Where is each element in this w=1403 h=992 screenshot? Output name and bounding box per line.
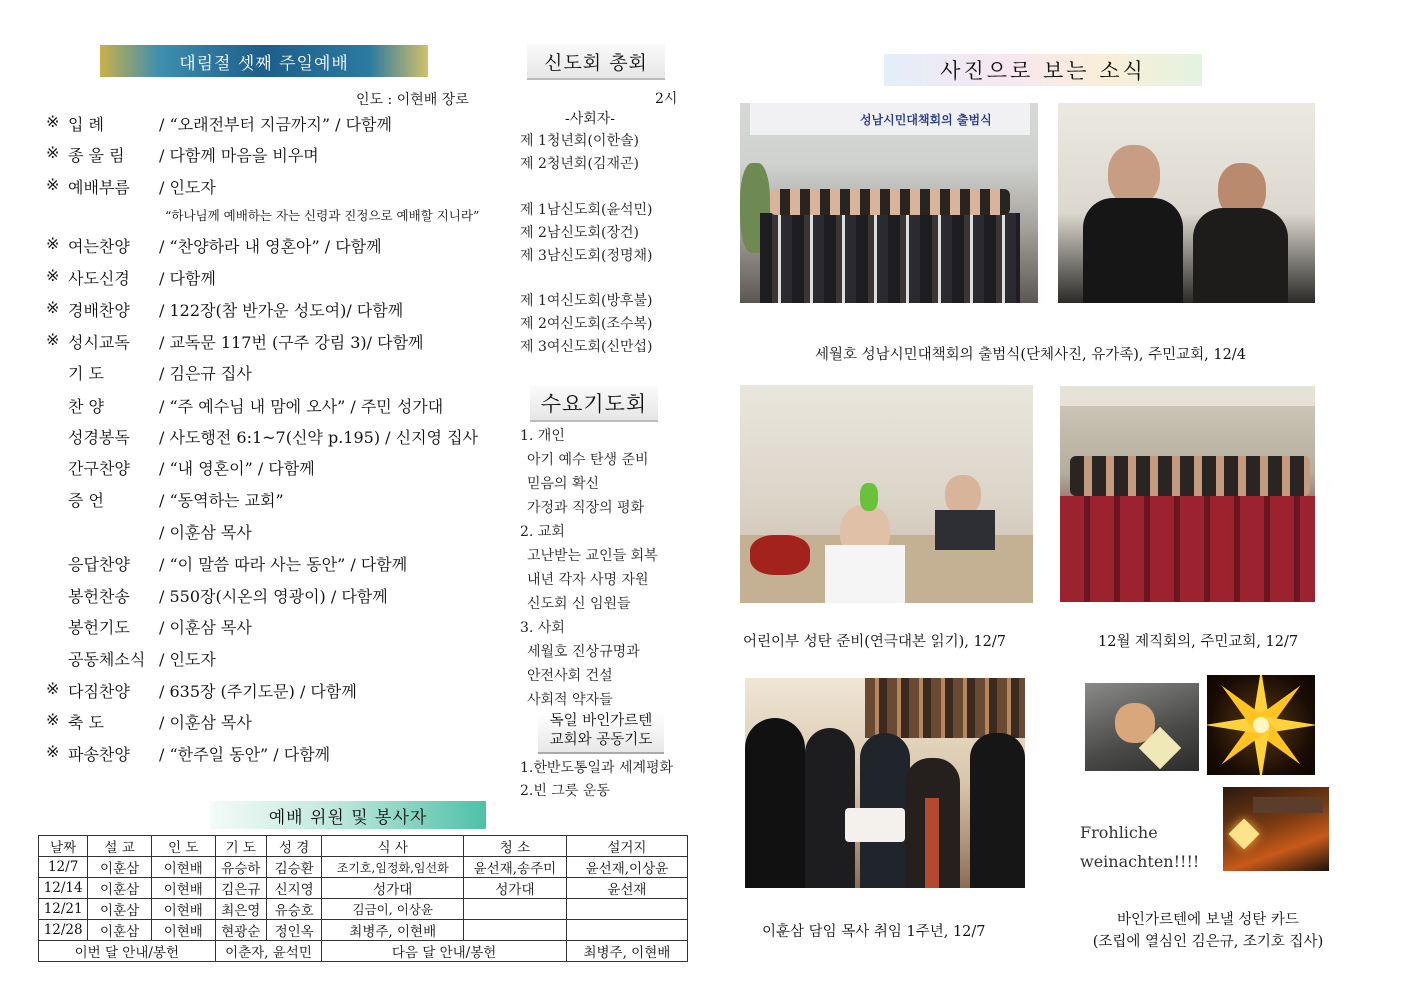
bookshelf xyxy=(865,678,1025,738)
order-item-name: 경배찬양 xyxy=(68,301,130,320)
order-item-name: 입 례 xyxy=(68,115,104,134)
group-item: 제 1남신도회(윤석민) xyxy=(520,202,653,218)
table-header: 설거지 xyxy=(566,836,687,857)
german-prayer-item: 1.한반도통일과 세계평화 xyxy=(520,760,674,776)
person xyxy=(935,510,995,550)
reference-mark: ※ xyxy=(46,112,60,131)
worship-title: 대림절 셋째 주일예배 xyxy=(179,53,349,74)
prayer-item: 고난받는 교인들 회복 xyxy=(527,548,658,564)
table-cell: 윤선재,이상윤 xyxy=(566,857,687,878)
table-cell: 이현배 xyxy=(151,857,215,878)
reference-mark: ※ xyxy=(46,298,60,317)
crowd-faces xyxy=(770,189,1010,215)
audience xyxy=(1070,456,1310,496)
prayer-item: 믿음의 확신 xyxy=(527,476,600,492)
table-cell: 유승호 xyxy=(266,899,321,920)
order-item-value: / “이 말씀 따라 사는 동안” / 다함께 xyxy=(159,555,408,574)
table-cell: 신지영 xyxy=(266,878,321,899)
order-item-name: 다짐찬양 xyxy=(68,682,130,701)
greeting-line: Frohliche xyxy=(1080,823,1158,842)
table-header: 인 도 xyxy=(151,836,215,857)
star-sign-photo xyxy=(1223,787,1329,871)
worship-title-banner xyxy=(100,45,428,77)
order-item-value: / 사도행전 6:1~7(신약 p.195) / 신지영 집사 xyxy=(159,428,479,447)
table-cell: 성가대 xyxy=(322,878,464,899)
order-item-name: 봉헌찬송 xyxy=(68,587,130,606)
order-item-name: 공동체소식 xyxy=(68,650,146,669)
crowd xyxy=(760,213,1020,303)
photo-news-title-banner xyxy=(884,54,1202,86)
table-header: 식 사 xyxy=(322,836,464,857)
photo-caption: 세월호 성남시민대책회의 출범식(단체사진, 유가족), 주민교회, 12/4 xyxy=(815,347,1246,363)
order-item-value: / 다함께 xyxy=(159,269,216,288)
order-item-name: 성시교독 xyxy=(68,333,130,352)
caption-line: 바인가르텐에 보낼 성탄 카드 xyxy=(1117,912,1299,928)
reference-mark: ※ xyxy=(46,234,60,253)
order-item-value: / 635장 (주기도문) / 다함께 xyxy=(159,682,357,701)
order-item-value: / 인도자 xyxy=(159,650,216,669)
table-header: 날짜 xyxy=(39,836,88,857)
group-item: 제 1청년회(이한솔) xyxy=(520,133,639,149)
prayer-head: 2. 교회 xyxy=(520,524,565,540)
assembly-time: 2시 xyxy=(655,91,678,107)
costume xyxy=(860,483,878,511)
table-cell: 이춘자, 윤석민 xyxy=(215,941,322,962)
table-cell: 조기호,임정화,임선화 xyxy=(322,857,464,878)
children-photo xyxy=(740,385,1033,603)
table-row xyxy=(39,857,688,878)
worship-order-item xyxy=(46,394,506,422)
worship-order-item xyxy=(46,679,506,707)
person xyxy=(1083,198,1183,303)
table-cell: 김은규 xyxy=(215,878,266,899)
reference-mark: ※ xyxy=(46,330,60,349)
reference-mark: ※ xyxy=(46,143,60,162)
order-item-value: / 교독문 117번 (구주 강림 3)/ 다함께 xyxy=(159,333,424,352)
order-item-name: 증 언 xyxy=(68,491,104,510)
moderator-label: -사회자- xyxy=(565,111,616,127)
table-header: 기 도 xyxy=(215,836,266,857)
table-cell: 최병주, 이현배 xyxy=(566,941,687,962)
group-item: 제 3여신도회(신만섭) xyxy=(520,339,653,355)
person xyxy=(750,535,810,575)
prayer-item: 내년 각자 사명 자원 xyxy=(527,572,649,588)
duty-title-banner xyxy=(210,801,486,829)
table-cell xyxy=(566,899,687,920)
order-item-value: / 550장(시온의 영광이) / 다함께 xyxy=(159,587,388,606)
person xyxy=(745,718,805,888)
table-cell xyxy=(464,899,567,920)
order-item-name: 종 울 림 xyxy=(68,146,125,165)
order-item-name: 축 도 xyxy=(68,713,104,732)
table-cell: 김승환 xyxy=(266,857,321,878)
sign-board xyxy=(1253,797,1323,813)
worship-order-item xyxy=(46,234,506,262)
table-cell: 12/28 xyxy=(39,920,88,941)
anniversary-photo xyxy=(745,678,1025,888)
order-item-value: / “찬양하라 내 영혼아” / 다함께 xyxy=(159,237,382,256)
table-cell: 이훈삼 xyxy=(88,920,152,941)
order-item-name: 사도신경 xyxy=(68,269,130,288)
prayer-item: 세월호 진상규명과 xyxy=(527,644,640,660)
prayer-head: 1. 개인 xyxy=(520,428,565,444)
prayer-head: 3. 사회 xyxy=(520,620,565,636)
table-cell: 정인옥 xyxy=(266,920,321,941)
photo-caption: 12월 제직회의, 주민교회, 12/7 xyxy=(1098,634,1299,650)
table-cell: 윤선재 xyxy=(566,878,687,899)
worship-order-item xyxy=(46,112,506,140)
order-item-name: 여는찬양 xyxy=(68,237,130,256)
greeting-line: weinachten!!!! xyxy=(1080,852,1200,871)
table-cell: 성가대 xyxy=(464,878,567,899)
red-chairs xyxy=(1060,496,1315,602)
order-item-name: 간구찬양 xyxy=(68,459,130,478)
speakers-photo xyxy=(1058,103,1315,303)
german-title-line: 독일 바인가르텐 xyxy=(549,713,653,729)
worship-order-item xyxy=(46,488,506,516)
worship-order-item xyxy=(46,266,506,294)
german-title-line: 교회와 공동기도 xyxy=(549,732,653,748)
call-to-worship-verse: “하나님께 예배하는 자는 신령과 진정으로 예배할 지니라” xyxy=(165,208,480,223)
table-footer-row xyxy=(39,941,688,962)
meeting-photo xyxy=(1060,386,1315,602)
prayer-item: 사회적 약자들 xyxy=(527,692,613,708)
order-item-name: 예배부름 xyxy=(68,178,130,197)
assembly-title: 신도회 총회 xyxy=(544,51,648,74)
group-item: 제 2청년회(김재곤) xyxy=(520,156,639,172)
order-item-name: 봉헌기도 xyxy=(68,618,130,637)
worship-order-item xyxy=(46,425,506,453)
order-item-name: 응답찬양 xyxy=(68,555,130,574)
group-item: 제 1여신도회(방후불) xyxy=(520,293,653,309)
table-cell: 최은영 xyxy=(215,899,266,920)
order-item-name: 파송찬양 xyxy=(68,745,130,764)
table-cell: 이현배 xyxy=(151,920,215,941)
order-item-value: / 122장(참 반가운 성도여)/ 다함께 xyxy=(159,301,404,320)
photo-caption: 어린이부 성탄 준비(연극대본 읽기), 12/7 xyxy=(743,634,1007,650)
order-item-value: / 이훈삼 목사 xyxy=(159,618,252,637)
star-icon xyxy=(1228,818,1259,849)
table-cell: 12/14 xyxy=(39,878,88,899)
worship-order-item xyxy=(46,298,506,326)
worship-order-item xyxy=(46,742,506,770)
order-item-value: / “한주일 동안” / 다함께 xyxy=(159,745,331,764)
order-item-value: / “오래전부터 지금까지” / 다함께 xyxy=(159,115,392,134)
reference-mark: ※ xyxy=(46,266,60,285)
duty-table xyxy=(38,835,688,962)
worship-order-item xyxy=(46,552,506,580)
worship-order-item xyxy=(46,520,506,548)
prayer-item: 가정과 직장의 평화 xyxy=(527,500,645,516)
worship-order-item xyxy=(46,615,506,643)
table-cell: 다음 달 안내/봉헌 xyxy=(322,941,566,962)
banner-sign-text: 성남시민대책회의 출범식 xyxy=(860,113,992,127)
reference-mark: ※ xyxy=(46,175,60,194)
reference-mark: ※ xyxy=(46,742,60,761)
table-row xyxy=(39,878,688,899)
duty-title: 예배 위원 및 봉사자 xyxy=(268,807,428,828)
person xyxy=(945,475,981,515)
order-item-name: 기 도 xyxy=(68,364,104,383)
worship-order-item xyxy=(46,361,506,389)
assembly-title-banner xyxy=(527,44,665,80)
prayer-title: 수요기도회 xyxy=(540,392,648,416)
photo-caption xyxy=(1080,909,1336,953)
duty-table-header xyxy=(39,836,688,857)
ceiling xyxy=(1060,386,1315,406)
table-cell: 윤선재,송주미 xyxy=(464,857,567,878)
table-cell: 12/21 xyxy=(39,899,88,920)
photo-news-title: 사진으로 보는 소식 xyxy=(940,59,1146,83)
worship-order-item xyxy=(46,456,506,484)
order-item-value: / “동역하는 교회” xyxy=(159,491,284,510)
group-item: 제 3남신도회(정명채) xyxy=(520,248,653,264)
order-item-value: / “내 영혼이” / 다함께 xyxy=(159,459,315,478)
prayer-item: 안전사회 건설 xyxy=(527,668,613,684)
order-item-value: / “주 예수님 내 맘에 오사” / 주민 성가대 xyxy=(159,397,444,416)
table-cell: 유승하 xyxy=(215,857,266,878)
scarf xyxy=(925,798,939,888)
table-cell: 이훈삼 xyxy=(88,878,152,899)
table-cell: 최병주, 이현배 xyxy=(322,920,464,941)
person xyxy=(970,733,1025,888)
worship-order-item xyxy=(46,330,506,358)
table-cell: 이번 달 안내/봉헌 xyxy=(39,941,216,962)
table-cell: 현광순 xyxy=(215,920,266,941)
worship-order-item xyxy=(46,710,506,738)
star-assembly-photo xyxy=(1085,683,1199,771)
order-item-name: 찬 양 xyxy=(68,397,104,416)
german-prayer-banner xyxy=(538,712,664,754)
table-cell xyxy=(464,920,567,941)
table-header: 성 경 xyxy=(266,836,321,857)
cake xyxy=(845,808,905,842)
worship-order-item xyxy=(46,584,506,612)
table-cell xyxy=(566,920,687,941)
table-header: 설 교 xyxy=(88,836,152,857)
table-cell: 김금이, 이상윤 xyxy=(322,899,464,920)
reference-mark: ※ xyxy=(46,710,60,729)
table-row xyxy=(39,899,688,920)
prayer-item: 신도회 신 임원들 xyxy=(527,596,631,612)
photo-caption: 이훈삼 담임 목사 취임 1주년, 12/7 xyxy=(762,924,986,940)
person xyxy=(825,545,905,603)
worship-order-item xyxy=(46,647,506,675)
order-item-value: / 인도자 xyxy=(159,178,216,197)
order-item-value: / 이훈삼 목사 xyxy=(159,713,252,732)
prayer-title-banner xyxy=(530,386,658,422)
caption-line: (조립에 열심인 김은규, 조기호 집사) xyxy=(1092,934,1324,950)
order-item-value: / 다함께 마음을 비우며 xyxy=(159,146,319,165)
worship-order-item xyxy=(46,175,506,203)
christmas-greeting xyxy=(1080,818,1199,876)
table-cell: 이훈삼 xyxy=(88,857,152,878)
worship-leader: 인도 : 이현배 장로 xyxy=(356,92,469,108)
worship-order-item xyxy=(46,143,506,171)
group-item: 제 2여신도회(조수복) xyxy=(520,316,653,332)
table-row xyxy=(39,920,688,941)
order-item-value: / 김은규 집사 xyxy=(159,364,252,383)
table-cell: 이현배 xyxy=(151,899,215,920)
reference-mark: ※ xyxy=(46,679,60,698)
person xyxy=(1108,145,1160,205)
order-item-name: 성경봉독 xyxy=(68,428,130,447)
glowing-star-photo xyxy=(1207,675,1315,775)
group-item: 제 2남신도회(장건) xyxy=(520,225,639,241)
table-cell: 이훈삼 xyxy=(88,899,152,920)
prayer-item: 아기 예수 탄생 준비 xyxy=(527,452,649,468)
german-prayer-item: 2.빈 그릇 운동 xyxy=(520,783,610,799)
order-item-value: / 이훈삼 목사 xyxy=(159,523,252,542)
person xyxy=(1193,208,1288,303)
table-cell: 12/7 xyxy=(39,857,88,878)
table-header: 청 소 xyxy=(464,836,567,857)
table-cell: 이현배 xyxy=(151,878,215,899)
group-photo xyxy=(740,103,1038,303)
